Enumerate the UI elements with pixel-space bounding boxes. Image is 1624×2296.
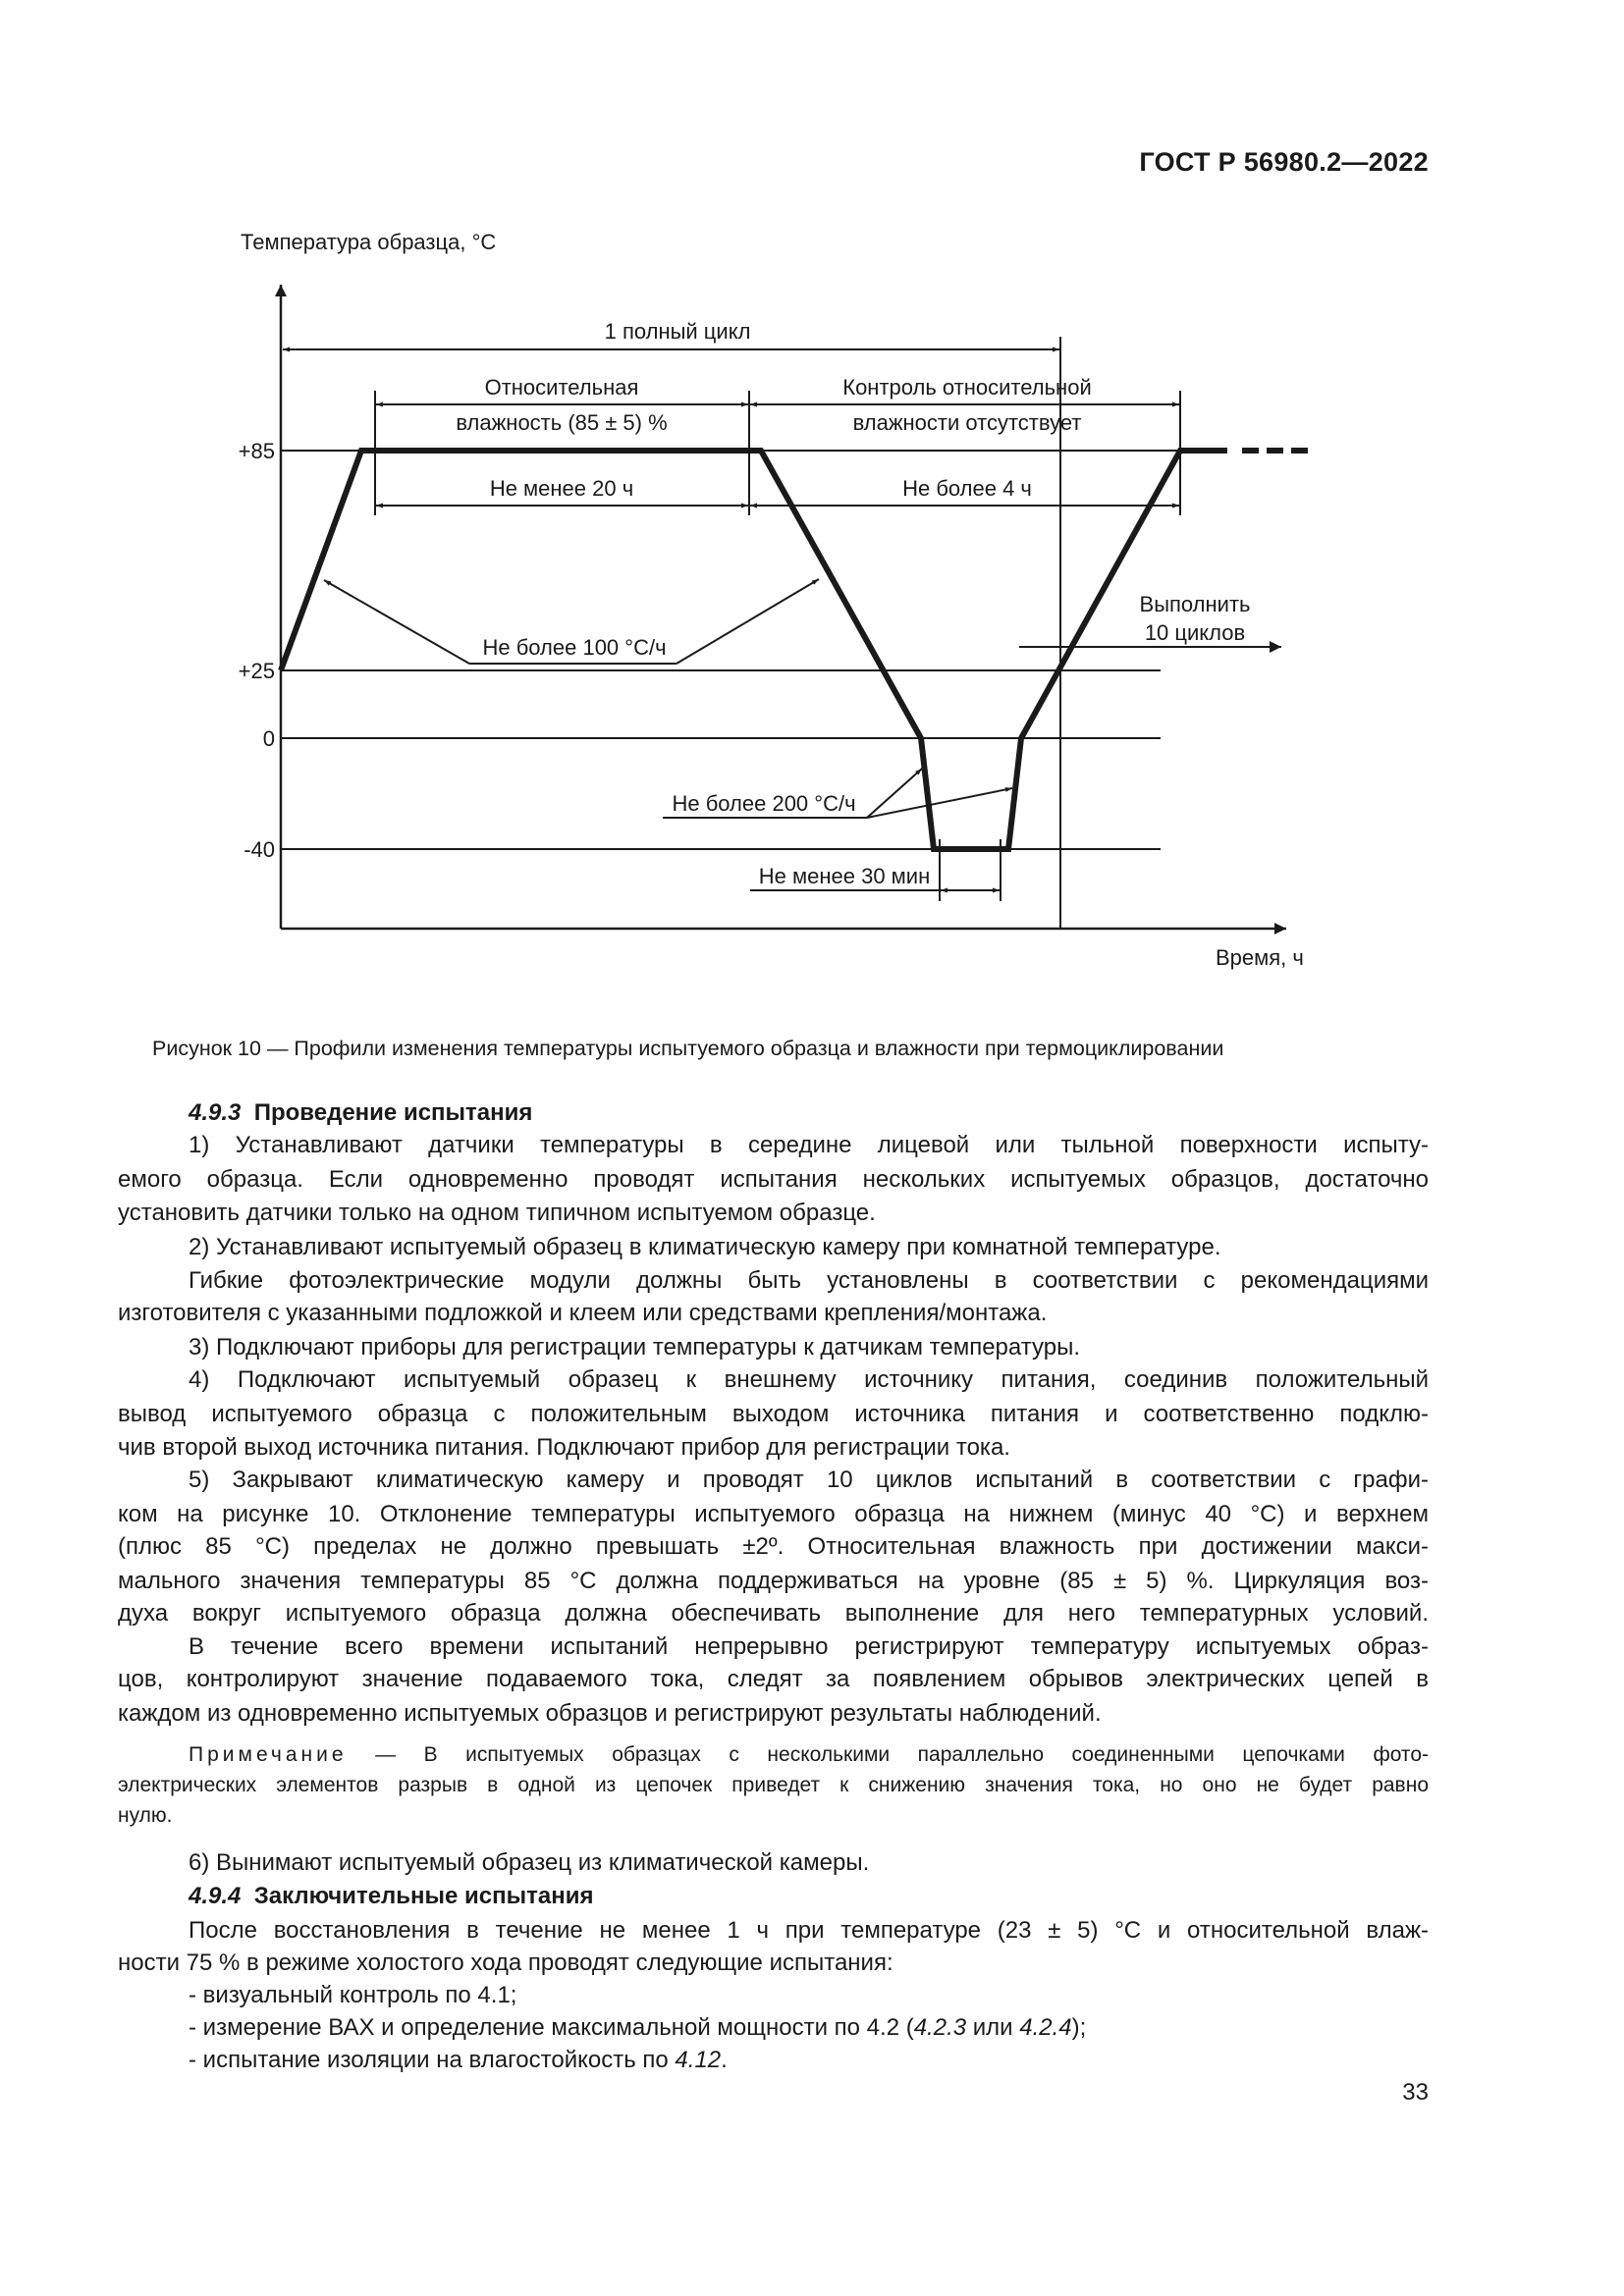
paragraph-line: В течение всего времени испытаний непрерывно регистрируют температуру испытуемых образ- [189, 1633, 1429, 1660]
label-no-control-1: Контроль относительной [842, 375, 1092, 400]
note-line: Примечание — В испытуемых образцах с несколькими параллельно соединенными цепочками фото- [189, 1743, 1429, 1766]
temperature-profile-line [281, 451, 1227, 849]
paragraph-line: 2) Устанавливают испытуемый образец в климатическую камеру при комнатной температуре. [189, 1234, 1221, 1260]
y-axis-label: Температура образца, °С [241, 230, 497, 254]
section-493-heading: 4.9.3 Проведение испытания [189, 1099, 533, 1126]
paragraph-line: 1) Устанавливают датчики температуры в середине лицевой или тыльной поверхности испыту- [189, 1132, 1429, 1158]
paragraph-line: 4) Подключают испытуемый образец к внешнему источнику питания, соединив положительный [189, 1366, 1429, 1393]
label-min-20h: Не менее 20 ч [489, 476, 634, 501]
label-max-4h: Не более 4 ч [902, 476, 1032, 501]
paragraph-line: После восстановления в течение не менее 1 ч при температуре (23 ± 5) °С и относительной влаж- [189, 1917, 1429, 1944]
label-no-control-2: влажности отсутствует [852, 410, 1082, 435]
paragraph-line: цов, контролируют значение подаваемого тока, следят за появлением обрывов электрических цепей в [118, 1666, 1429, 1692]
y-tick-minus40: -40 [244, 837, 275, 862]
paragraph-line: ности 75 % в режиме холостого хода проводят следующие испытания: [118, 1949, 893, 1976]
y-tick-0: 0 [262, 726, 275, 751]
list-item: - измерение ВАХ и определение максимальной мощности по 4.2 (4.2.3 или 4.2.4); [189, 2014, 1087, 2041]
paragraph-line: 3) Подключают приборы для регистрации температуры к датчикам температуры. [189, 1334, 1080, 1361]
paragraph-line: ком на рисунке 10. Отклонение температуры испытуемого образца на нижнем (минус 40 °С) и верхнем [118, 1501, 1429, 1527]
paragraph-line: Гибкие фотоэлектрические модули должны быть установлены в соответствии с рекомендациями [189, 1267, 1429, 1294]
reference-lines [281, 451, 1180, 849]
paragraph-line: емого образца. Если одновременно проводят испытания нескольких испытуемых образцов, достаточно [118, 1166, 1429, 1193]
document-header: ГОСТ Р 56980.2—2022 [1139, 147, 1429, 177]
label-full-cycle: 1 полный цикл [604, 319, 751, 344]
paragraph-line: (плюс 85 °С) пределах не должно превышать ±2º. Относительная влажность при достижении макси- [118, 1533, 1429, 1560]
temperature-cycle-figure [0, 0, 1624, 982]
section-494-heading: 4.9.4 Заключительные испытания [189, 1883, 594, 1909]
y-tick-85: +85 [238, 439, 275, 463]
paragraph-line: вывод испытуемого образца с положительным выходом источника питания и соответственно подклю- [118, 1401, 1429, 1427]
paragraph-line: установить датчики только на одном типичном испытуемом образце. [118, 1200, 876, 1226]
axes [281, 285, 1286, 929]
page-number: 33 [1402, 2079, 1429, 2106]
label-humidity-2: влажность (85 ± 5) % [456, 410, 668, 435]
figure-caption: Рисунок 10 — Профили изменения температуры испытуемого образца и влажности при термоциклировании [152, 1037, 1224, 1060]
list-item: - визуальный контроль по 4.1; [189, 1982, 517, 2008]
paragraph-line: духа вокруг испытуемого образца должна обеспечивать выполнение для него температурных условий. [118, 1600, 1429, 1627]
note-label: Примечание [189, 1743, 348, 1766]
paragraph-line: 5) Закрывают климатическую камеру и проводят 10 циклов испытаний в соответствии с графи- [189, 1467, 1429, 1493]
list-item: - испытание изоляции на влагостойкость по 4.12. [189, 2047, 728, 2073]
y-tick-25: +25 [238, 659, 275, 683]
note-line: нулю. [118, 1804, 173, 1827]
label-rate-200: Не более 200 °С/ч [672, 791, 856, 816]
paragraph-line: изготовителя с указанными подложкой и клеем или средствами крепления/монтажа. [118, 1300, 1048, 1326]
x-axis-label: Время, ч [1216, 945, 1304, 970]
label-rate-100: Не более 100 °С/ч [482, 635, 667, 660]
label-repeat-2: 10 циклов [1144, 620, 1246, 645]
paragraph-line: 6) Вынимают испытуемый образец из климатической камеры. [189, 1849, 870, 1876]
label-humidity-1: Относительная [484, 375, 639, 400]
paragraph-line: чив второй выход источника питания. Подключают прибор для регистрации тока. [118, 1434, 1010, 1461]
paragraph-line: каждом из одновременно испытуемых образцов и регистрируют результаты наблюдений. [118, 1700, 1102, 1727]
label-min-30min: Не менее 30 мин [758, 864, 931, 888]
label-repeat-1: Выполнить [1139, 592, 1251, 616]
paragraph-line: мального значения температуры 85 °С должна поддерживаться на уровне (85 ± 5) %. Циркуляция воз- [118, 1568, 1429, 1594]
note-line: электрических элементов разрыв в одной из цепочек приведет к снижению значения тока, но оно не будет равно [118, 1774, 1429, 1796]
